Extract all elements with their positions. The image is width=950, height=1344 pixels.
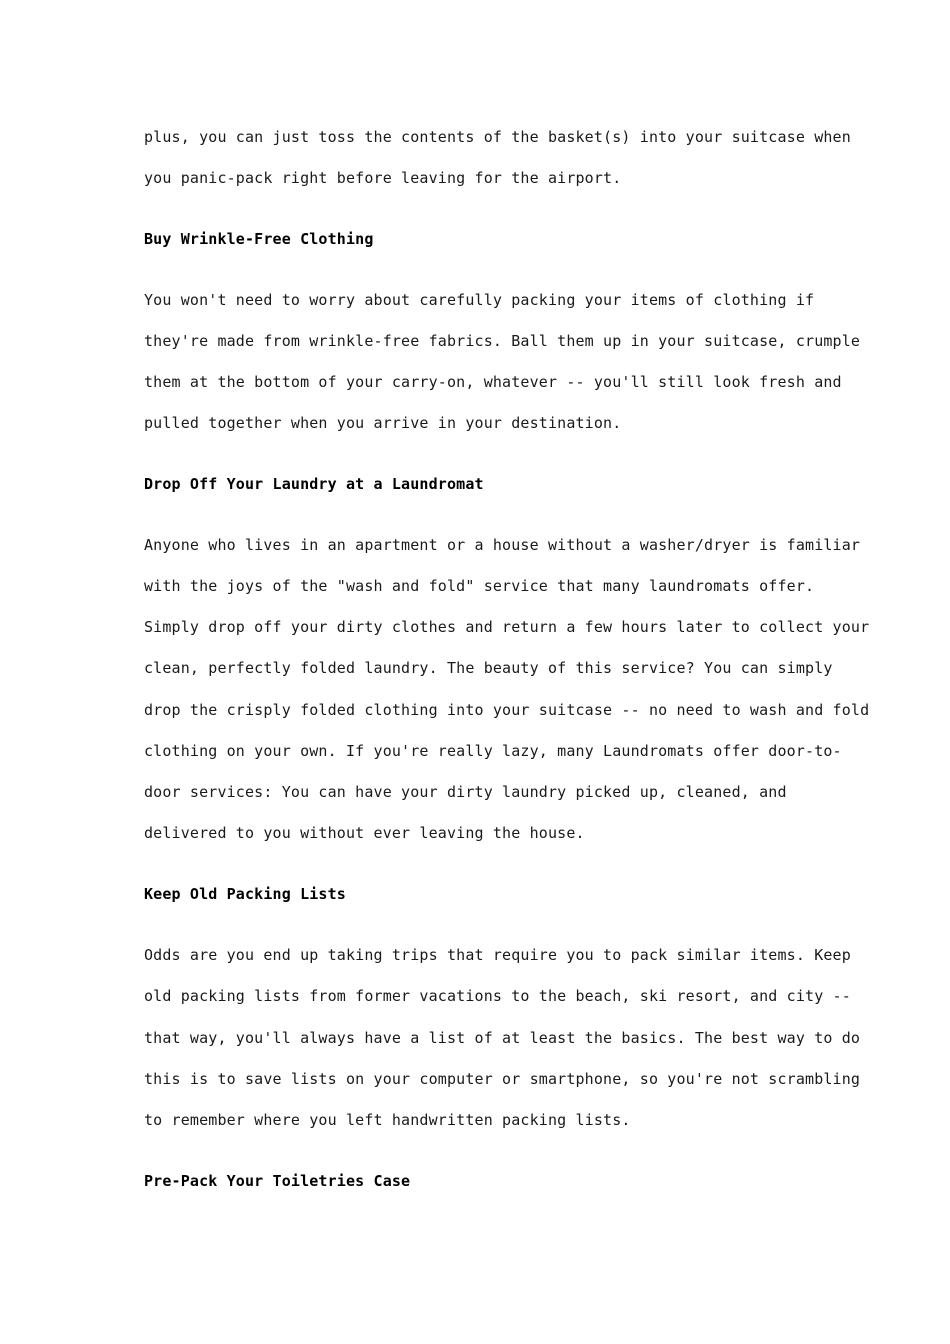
section-heading-packing-lists: Keep Old Packing Lists: [144, 885, 346, 903]
paragraph-line: Odds are you end up taking trips that require you to pack similar items. Keep: [144, 946, 851, 964]
paragraph-line: clothing on your own. If you're really lazy, many Laundromats offer door-to-: [144, 742, 842, 760]
section-heading-wrinkle-free: Buy Wrinkle-Free Clothing: [144, 230, 374, 248]
paragraph-line: delivered to you without ever leaving the house.: [144, 824, 585, 842]
paragraph-line: drop the crisply folded clothing into your suitcase -- no need to wash and fold: [144, 701, 870, 719]
paragraph-line: them at the bottom of your carry-on, whatever -- you'll still look fresh and: [144, 373, 842, 391]
paragraph-line: this is to save lists on your computer or smartphone, so you're not scrambling: [144, 1070, 861, 1088]
paragraph-line: pulled together when you arrive in your destination.: [144, 414, 622, 432]
paragraph-line: Simply drop off your dirty clothes and return a few hours later to collect your: [144, 618, 870, 636]
paragraph-line: they're made from wrinkle-free fabrics. Ball them up in your suitcase, crumple: [144, 332, 861, 350]
paragraph-line: old packing lists from former vacations to the beach, ski resort, and city --: [144, 987, 851, 1005]
paragraph-line: door services: You can have your dirty laundry picked up, cleaned, and: [144, 783, 787, 801]
paragraph-line: You won't need to worry about carefully packing your items of clothing if: [144, 291, 815, 309]
paragraph-line: to remember where you left handwritten packing lists.: [144, 1111, 631, 1129]
section-heading-laundromat: Drop Off Your Laundry at a Laundromat: [144, 475, 484, 493]
paragraph-line: that way, you'll always have a list of at least the basics. The best way to do: [144, 1029, 861, 1047]
paragraph-line: clean, perfectly folded laundry. The beauty of this service? You can simply: [144, 659, 833, 677]
intro-line-2: you panic-pack right before leaving for the airport.: [144, 169, 622, 187]
paragraph-line: with the joys of the "wash and fold" service that many laundromats offer.: [144, 577, 815, 595]
paragraph-line: Anyone who lives in an apartment or a house without a washer/dryer is familiar: [144, 536, 861, 554]
section-heading-toiletries: Pre-Pack Your Toiletries Case: [144, 1172, 411, 1190]
intro-line-1: plus, you can just toss the contents of the basket(s) into your suitcase when: [144, 128, 851, 146]
